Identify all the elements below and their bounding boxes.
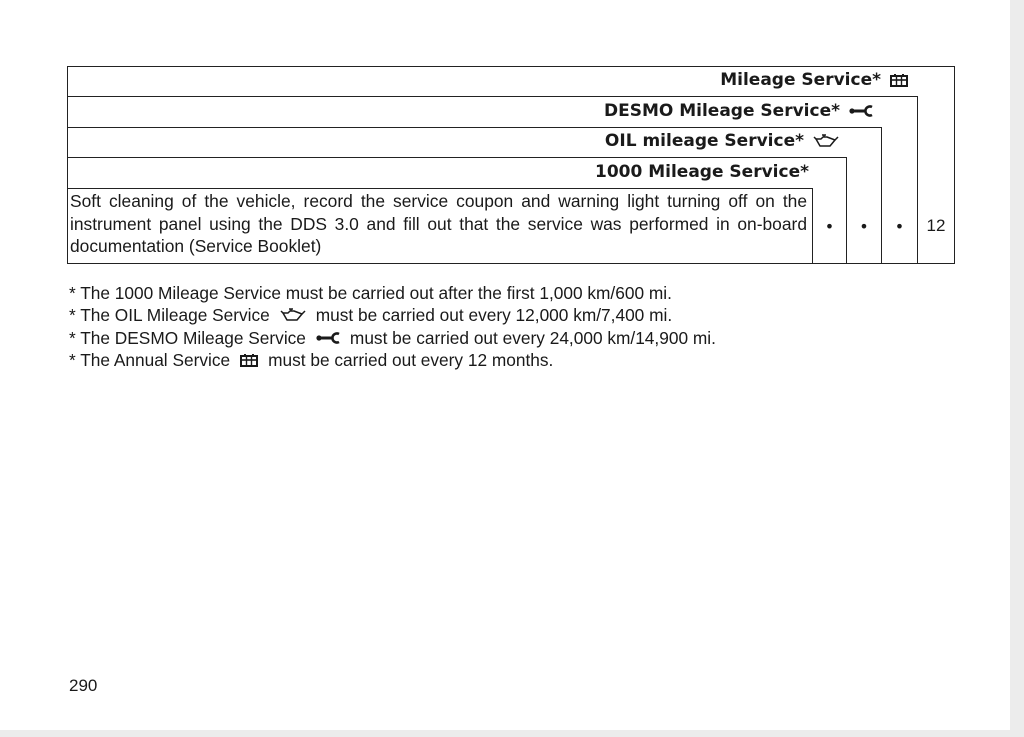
wrench-icon <box>316 332 340 344</box>
footnote-text: * The DESMO Mileage Service <box>69 327 306 348</box>
oil-can-icon <box>813 134 839 148</box>
oil-can-icon <box>280 308 306 322</box>
footnote <box>69 327 716 349</box>
footnote <box>69 282 716 304</box>
cell-1000-service: • <box>824 216 835 236</box>
table-rule <box>67 188 812 189</box>
header-desmo-mileage-service <box>604 101 873 121</box>
footnote-text: * The Annual Service <box>69 349 231 370</box>
calendar-icon <box>890 74 908 87</box>
header-label: DESMO Mileage Service* <box>603 101 840 121</box>
cell-desmo-service: • <box>894 216 905 236</box>
header-label: OIL mileage Service* <box>604 131 804 151</box>
header-1000-mileage-service <box>595 162 809 182</box>
footnote-text: must be carried out every 12,000 km/7,400 mi. <box>315 305 673 326</box>
footnote-text: * The 1000 Mileage Service must be carried out after the first 1,000 km/600 mi. <box>69 283 672 303</box>
table-rule <box>67 127 881 128</box>
page-edge-right <box>1010 0 1024 737</box>
footnote <box>69 349 716 371</box>
page-number: 290 <box>69 676 98 695</box>
wrench-icon <box>849 105 873 117</box>
cell-oil-service: • <box>859 216 869 236</box>
cell-mileage-service: 12 <box>926 216 946 235</box>
table-rule <box>954 66 955 264</box>
calendar-icon <box>240 354 258 367</box>
service-description: Soft cleaning of the vehicle, record the service coupon and warning light turning off on the instrument panel using the DDS 3.0 and fill out that the service was performed in on-board documentation (Service Booklet) <box>70 191 807 256</box>
header-label: 1000 Mileage Service* <box>595 162 809 182</box>
footnote-text: * The OIL Mileage Service <box>69 305 270 326</box>
footnotes <box>69 282 716 371</box>
table-rule <box>67 157 846 158</box>
footnote <box>69 304 716 326</box>
page-edge-bottom <box>0 730 1024 737</box>
maintenance-table <box>67 66 955 264</box>
header-label: Mileage Service* <box>720 70 881 90</box>
table-rule <box>67 66 68 264</box>
footnote-text: must be carried out every 24,000 km/14,900 mi. <box>349 327 716 348</box>
table-rule <box>67 66 955 67</box>
table-rule <box>67 263 955 264</box>
table-rule <box>67 96 917 97</box>
header-mileage-service <box>720 70 908 90</box>
header-oil-mileage-service <box>605 131 839 151</box>
footnote-text: must be carried out every 12 months. <box>268 349 554 370</box>
